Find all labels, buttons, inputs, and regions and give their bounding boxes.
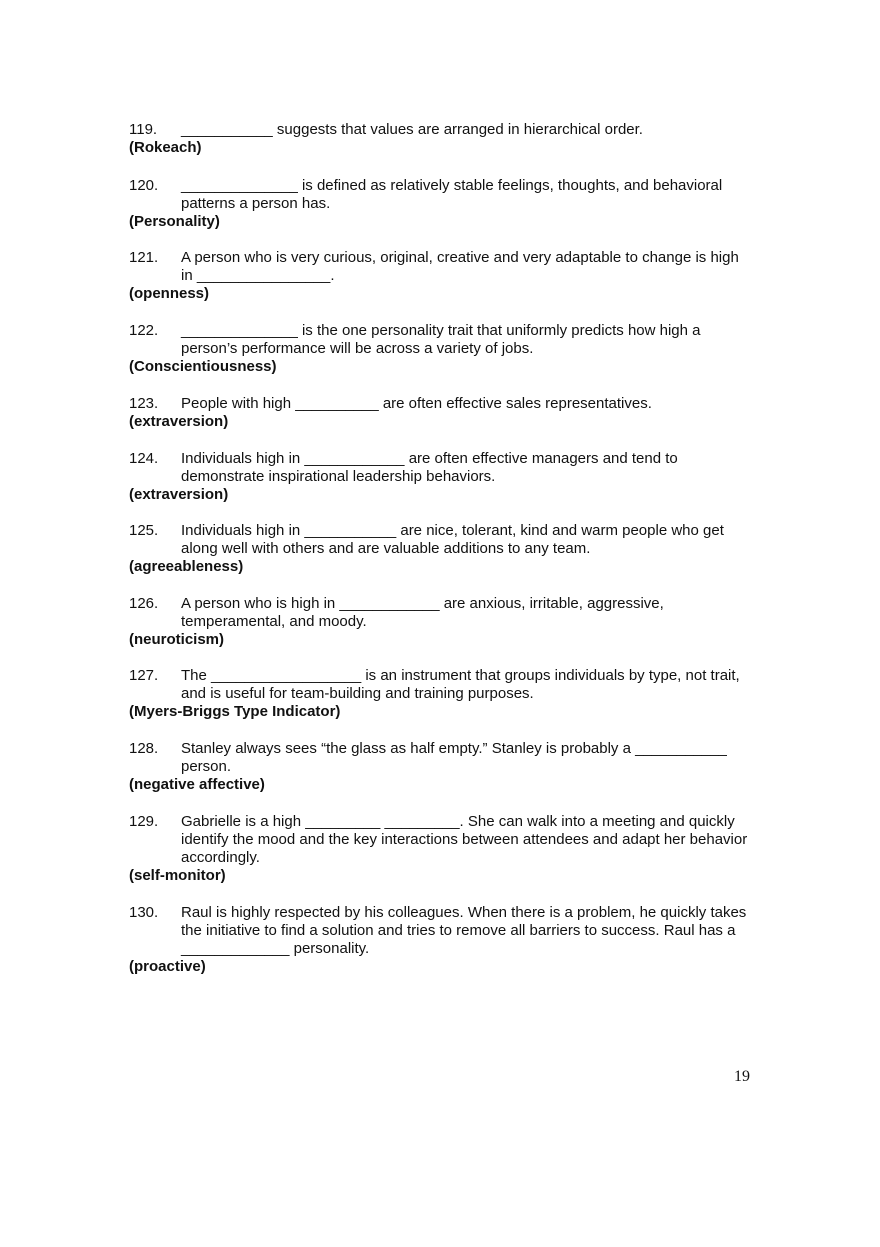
question-item — [129, 595, 749, 649]
question-line — [129, 904, 749, 958]
question-text: ______________ is defined as relatively stable feelings, thoughts, and behavioral patterns a person has. — [181, 177, 727, 212]
question-item — [129, 121, 749, 157]
question-item — [129, 904, 749, 976]
question-text: A person who is very curious, original, creative and very adaptable to change is high in ________________. — [181, 249, 743, 284]
question-text: People with high __________ are often effective sales representatives. — [181, 395, 652, 412]
question-line — [129, 813, 752, 867]
question-text: ______________ is the one personality trait that uniformly predicts how high a person’s performance will be across a variety of jobs. — [181, 322, 705, 357]
question-item — [129, 395, 749, 431]
question-answer: (Rokeach) — [129, 139, 202, 156]
question-line — [129, 249, 749, 285]
question-text: Individuals high in ____________ are often effective managers and tend to demonstrate inspirational leadership behaviors. — [181, 450, 682, 485]
question-number: 125. — [129, 522, 159, 539]
question-number: 120. — [129, 177, 159, 194]
question-item — [129, 322, 749, 376]
question-line — [129, 322, 749, 358]
question-number: 129. — [129, 813, 159, 830]
question-number: 124. — [129, 450, 159, 467]
question-answer: (agreeableness) — [129, 558, 244, 575]
question-item — [129, 177, 749, 231]
question-item — [129, 522, 749, 576]
question-text: Gabrielle is a high _________ _________. She can walk into a meeting and quickly identify the mood and the key interactions between attendees and adapt her behavior accordingly. — [181, 813, 752, 866]
question-answer: (Myers-Briggs Type Indicator) — [129, 703, 341, 720]
question-answer: (extraversion) — [129, 413, 229, 430]
question-answer: (extraversion) — [129, 486, 229, 503]
question-number: 126. — [129, 595, 159, 612]
question-number: 123. — [129, 395, 159, 412]
question-item — [129, 740, 749, 794]
question-item — [129, 450, 749, 504]
question-line — [129, 177, 749, 213]
question-number: 121. — [129, 249, 159, 266]
question-text: The __________________ is an instrument that groups individuals by type, not trait, and is useful for team-building and training purposes. — [181, 667, 744, 702]
question-item — [129, 813, 752, 885]
question-line — [129, 522, 749, 558]
question-item — [129, 667, 749, 721]
question-line — [129, 395, 749, 413]
question-answer: (self-monitor) — [129, 867, 226, 884]
page-number: 19 — [734, 1068, 750, 1085]
question-text: Individuals high in ___________ are nice, tolerant, kind and warm people who get along well with others and are valuable additions to any team. — [181, 522, 729, 557]
question-answer: (proactive) — [129, 958, 206, 975]
question-number: 122. — [129, 322, 159, 339]
question-list — [129, 121, 752, 976]
question-text: ___________ suggests that values are arranged in hierarchical order. — [181, 121, 643, 138]
question-number: 128. — [129, 740, 159, 757]
question-answer: (openness) — [129, 285, 210, 302]
question-text: Stanley always sees “the glass as half empty.” Stanley is probably a ___________ person. — [181, 740, 732, 775]
question-line — [129, 450, 749, 486]
question-answer: (Conscientiousness) — [129, 358, 277, 375]
question-line — [129, 121, 749, 139]
question-line — [129, 667, 749, 703]
question-number: 119. — [129, 121, 158, 138]
question-text: A person who is high in ____________ are anxious, irritable, aggressive, temperamental, and moody. — [181, 595, 668, 630]
question-number: 130. — [129, 904, 159, 921]
question-answer: (negative affective) — [129, 776, 265, 793]
question-line — [129, 740, 749, 776]
question-line — [129, 595, 749, 631]
question-item — [129, 249, 749, 303]
question-number: 127. — [129, 667, 159, 684]
question-text: Raul is highly respected by his colleagues. When there is a problem, he quickly takes the initiative to find a solution and tries to remove all barriers to success. Raul has a _____________ personality. — [181, 904, 751, 957]
question-answer: (Personality) — [129, 213, 220, 230]
question-answer: (neuroticism) — [129, 631, 225, 648]
